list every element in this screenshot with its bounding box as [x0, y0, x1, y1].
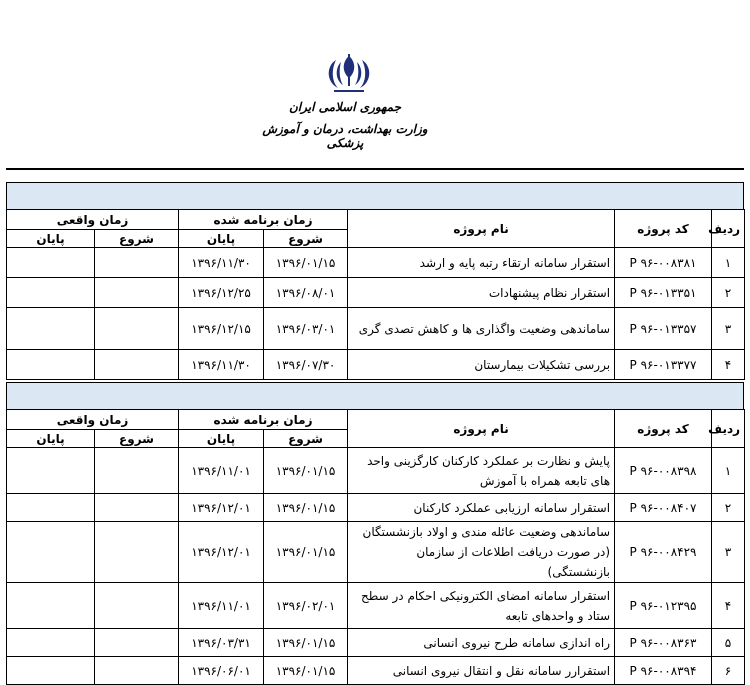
planned-start: ۱۳۹۶/۰۷/۳۰: [264, 350, 348, 380]
table-row: [7, 657, 745, 685]
projects-table-1-section: [6, 182, 744, 380]
projects-table-1: [6, 209, 745, 380]
project-code: P ۹۶-۰۱۲۳۹۵: [615, 583, 712, 629]
header-divider: [6, 168, 744, 170]
actual-start: [95, 248, 179, 278]
project-name: بررسی تشکیلات بیمارستان: [348, 350, 615, 380]
project-code: P ۹۶-۰۱۳۳۵۱: [615, 278, 712, 308]
project-name: استقرار نظام پیشنهادات: [348, 278, 615, 308]
header-planned-time: زمان برنامه شده: [179, 410, 348, 430]
actual-end: [7, 248, 95, 278]
row-number: ۴: [712, 350, 745, 380]
table-row: [7, 629, 745, 657]
project-code: P ۹۶-۰۱۳۳۷۷: [615, 350, 712, 380]
header-project-name: نام پروژه: [348, 410, 615, 448]
header-actual-end: پایان: [7, 230, 95, 248]
actual-start: [95, 278, 179, 308]
planned-start: ۱۳۹۶/۰۸/۰۱: [264, 278, 348, 308]
header-planned-end: پایان: [179, 230, 264, 248]
project-code: P ۹۶-۰۰۸۳۹۸: [615, 448, 712, 494]
table-row: [7, 278, 745, 308]
actual-start: [95, 583, 179, 629]
letterhead: [0, 0, 750, 170]
project-name: ساماندهی وضعیت عائله مندی و اولاد بازنشستگان (در صورت دریافت اطلاعات از سازمان بازنشستگی): [348, 522, 615, 583]
actual-end: [7, 448, 95, 494]
projects-table-2-section: [6, 382, 744, 685]
table-row: [7, 522, 745, 583]
planned-end: ۱۳۹۶/۱۱/۳۰: [179, 350, 264, 380]
project-code: P ۹۶-۰۰۸۴۰۷: [615, 494, 712, 522]
planned-start: ۱۳۹۶/۰۱/۱۵: [264, 448, 348, 494]
table-row: [7, 248, 745, 278]
row-number: ۶: [712, 657, 745, 685]
project-name: راه اندازی سامانه طرح نیروی انسانی: [348, 629, 615, 657]
header-planned-start: شروع: [264, 430, 348, 448]
country-name: جمهوری اسلامی ایران: [288, 100, 402, 114]
planned-end: ۱۳۹۶/۱۲/۰۱: [179, 522, 264, 583]
actual-start: [95, 448, 179, 494]
actual-end: [7, 629, 95, 657]
actual-start: [95, 308, 179, 350]
header-actual-end: پایان: [7, 430, 95, 448]
actual-start: [95, 657, 179, 685]
header-row-number: ردیف: [712, 410, 745, 448]
project-name: پایش و نظارت بر عملکرد کارکنان کارگزینی واحد های تابعه همراه با آموزش: [348, 448, 615, 494]
section-band: [6, 382, 744, 409]
planned-end: ۱۳۹۶/۰۶/۰۱: [179, 657, 264, 685]
planned-end: ۱۳۹۶/۱۱/۳۰: [179, 248, 264, 278]
table-row: [7, 350, 745, 380]
project-code: P ۹۶-۰۱۳۳۵۷: [615, 308, 712, 350]
header-row-number: ردیف: [712, 210, 745, 248]
project-code: P ۹۶-۰۰۸۳۹۴: [615, 657, 712, 685]
planned-end: ۱۳۹۶/۱۲/۱۵: [179, 308, 264, 350]
planned-start: ۱۳۹۶/۰۱/۱۵: [264, 657, 348, 685]
header-actual-start: شروع: [95, 230, 179, 248]
actual-start: [95, 629, 179, 657]
row-number: ۱: [712, 448, 745, 494]
actual-start: [95, 350, 179, 380]
ministry-name: وزارت بهداشت، درمان و آموزش پزشکی: [262, 122, 428, 150]
header-planned-start: شروع: [264, 230, 348, 248]
row-number: ۴: [712, 583, 745, 629]
actual-end: [7, 494, 95, 522]
row-number: ۳: [712, 522, 745, 583]
row-number: ۵: [712, 629, 745, 657]
project-name: استقرار سامانه امضای الکترونیکی احکام در سطح ستاد و واحدهای تابعه: [348, 583, 615, 629]
planned-end: ۱۳۹۶/۱۲/۲۵: [179, 278, 264, 308]
actual-start: [95, 494, 179, 522]
table-row: [7, 494, 745, 522]
row-number: ۱: [712, 248, 745, 278]
header-planned-end: پایان: [179, 430, 264, 448]
actual-end: [7, 583, 95, 629]
planned-start: ۱۳۹۶/۰۱/۱۵: [264, 629, 348, 657]
planned-start: ۱۳۹۶/۰۱/۱۵: [264, 248, 348, 278]
planned-end: ۱۳۹۶/۱۱/۰۱: [179, 448, 264, 494]
actual-end: [7, 657, 95, 685]
actual-end: [7, 308, 95, 350]
project-code: P ۹۶-۰۰۸۳۸۱: [615, 248, 712, 278]
project-code: P ۹۶-۰۰۸۴۲۹: [615, 522, 712, 583]
planned-start: ۱۳۹۶/۰۲/۰۱: [264, 583, 348, 629]
project-name: استقرارر سامانه نقل و انتقال نیروی انسانی: [348, 657, 615, 685]
header-project-code: کد پروژه: [615, 410, 712, 448]
planned-end: ۱۳۹۶/۱۲/۰۱: [179, 494, 264, 522]
section-band: [6, 182, 744, 209]
planned-end: ۱۳۹۶/۰۳/۳۱: [179, 629, 264, 657]
header-actual-start: شروع: [95, 430, 179, 448]
header-project-name: نام پروژه: [348, 210, 615, 248]
table-row: [7, 448, 745, 494]
planned-end: ۱۳۹۶/۱۱/۰۱: [179, 583, 264, 629]
actual-end: [7, 278, 95, 308]
project-name: استقرار سامانه ارزیابی عملکرد کارکنان: [348, 494, 615, 522]
actual-start: [95, 522, 179, 583]
project-name: ساماندهی وضعیت واگذاری ها و کاهش تصدی گری: [348, 308, 615, 350]
row-number: ۲: [712, 278, 745, 308]
actual-end: [7, 350, 95, 380]
table-row: [7, 583, 745, 629]
header-actual-time: زمان واقعی: [7, 410, 179, 430]
planned-start: ۱۳۹۶/۰۱/۱۵: [264, 494, 348, 522]
header-project-code: کد پروژه: [615, 210, 712, 248]
iran-emblem-icon: [318, 52, 380, 98]
planned-start: ۱۳۹۶/۰۳/۰۱: [264, 308, 348, 350]
actual-end: [7, 522, 95, 583]
project-code: P ۹۶-۰۰۸۳۶۳: [615, 629, 712, 657]
planned-start: ۱۳۹۶/۰۱/۱۵: [264, 522, 348, 583]
header-actual-time: زمان واقعی: [7, 210, 179, 230]
project-name: استقرار سامانه ارتقاء رتبه پایه و ارشد: [348, 248, 615, 278]
header-planned-time: زمان برنامه شده: [179, 210, 348, 230]
row-number: ۳: [712, 308, 745, 350]
projects-table-2: [6, 409, 745, 685]
table-row: [7, 308, 745, 350]
row-number: ۲: [712, 494, 745, 522]
